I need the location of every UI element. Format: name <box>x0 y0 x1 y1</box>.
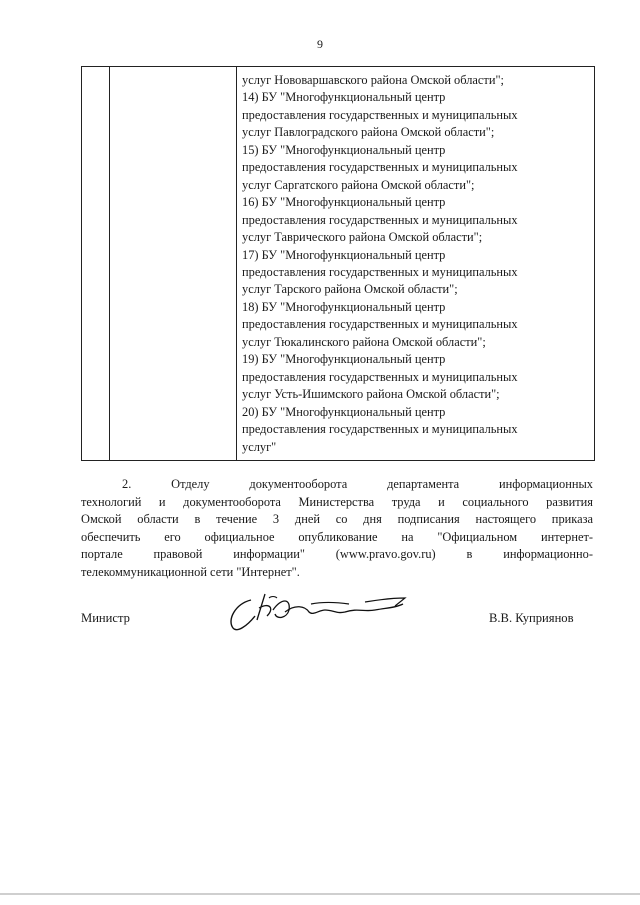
list-line: предоставления государственных и муниципальных <box>242 212 518 227</box>
list-line: предоставления государственных и муниципальных <box>242 369 518 384</box>
paragraph-line: технологий и документооборота Министерства труда и социального развития <box>81 494 593 509</box>
table-cell-name <box>110 67 237 461</box>
list-line: услуг Павлоградского района Омской области"; <box>242 125 495 140</box>
handwritten-signature <box>225 586 420 634</box>
list-line: предоставления государственных и муниципальных <box>242 264 518 279</box>
list-line: услуг Нововаршавского района Омской области"; <box>242 73 504 87</box>
list-line: 15) БУ "Многофункциональный центр <box>242 142 446 157</box>
paragraph-line: телекоммуникационной сети "Интернет". <box>81 564 300 579</box>
list-line: 16) БУ "Многофункциональный центр <box>242 195 446 210</box>
list-line: предоставления государственных и муниципальных <box>242 422 518 437</box>
list-line: 19) БУ "Многофункциональный центр <box>242 352 446 367</box>
signer-role: Министр <box>81 611 130 625</box>
list-line: услуг Таврического района Омской области"; <box>242 230 483 245</box>
table-row <box>82 67 595 461</box>
list-line: услуг Тарского района Омской области"; <box>242 282 458 297</box>
list-line: 17) БУ "Многофункциональный центр <box>242 247 446 262</box>
organizations-table <box>81 66 595 461</box>
list-line: услуг Усть-Ишимского района Омской области"; <box>242 387 500 402</box>
paragraph-line: обеспечить его официальное опубликование на "Официальном интернет- <box>81 529 593 544</box>
signer-name: В.В. Куприянов <box>489 611 574 625</box>
list-line: услуг Тюкалинского района Омской области"; <box>242 334 486 349</box>
list-line: 14) БУ "Многофункциональный центр <box>242 90 446 105</box>
paragraph-line: 2. Отделу документооборота департамента информационных <box>122 477 593 491</box>
paragraph-line: портале правовой информации" (www.pravo.gov.ru) в информационно- <box>81 547 593 562</box>
paragraph-line: Омской области в течение 3 дней со дня подписания настоящего приказа <box>81 512 593 527</box>
list-line: предоставления государственных и муниципальных <box>242 107 518 122</box>
order-paragraph <box>81 476 593 582</box>
table-cell-list <box>237 67 595 461</box>
list-line: предоставления государственных и муниципальных <box>242 317 518 332</box>
list-line: предоставления государственных и муниципальных <box>242 160 518 175</box>
page-bottom-edge <box>0 893 640 895</box>
list-line: 18) БУ "Многофункциональный центр <box>242 299 446 314</box>
list-line: услуг Саргатского района Омской области"; <box>242 177 475 192</box>
table-cell-number <box>82 67 110 461</box>
organizations-list <box>242 72 590 456</box>
list-line: услуг" <box>242 439 277 454</box>
page-number: 9 <box>317 37 323 51</box>
list-line: 20) БУ "Многофункциональный центр <box>242 404 446 419</box>
